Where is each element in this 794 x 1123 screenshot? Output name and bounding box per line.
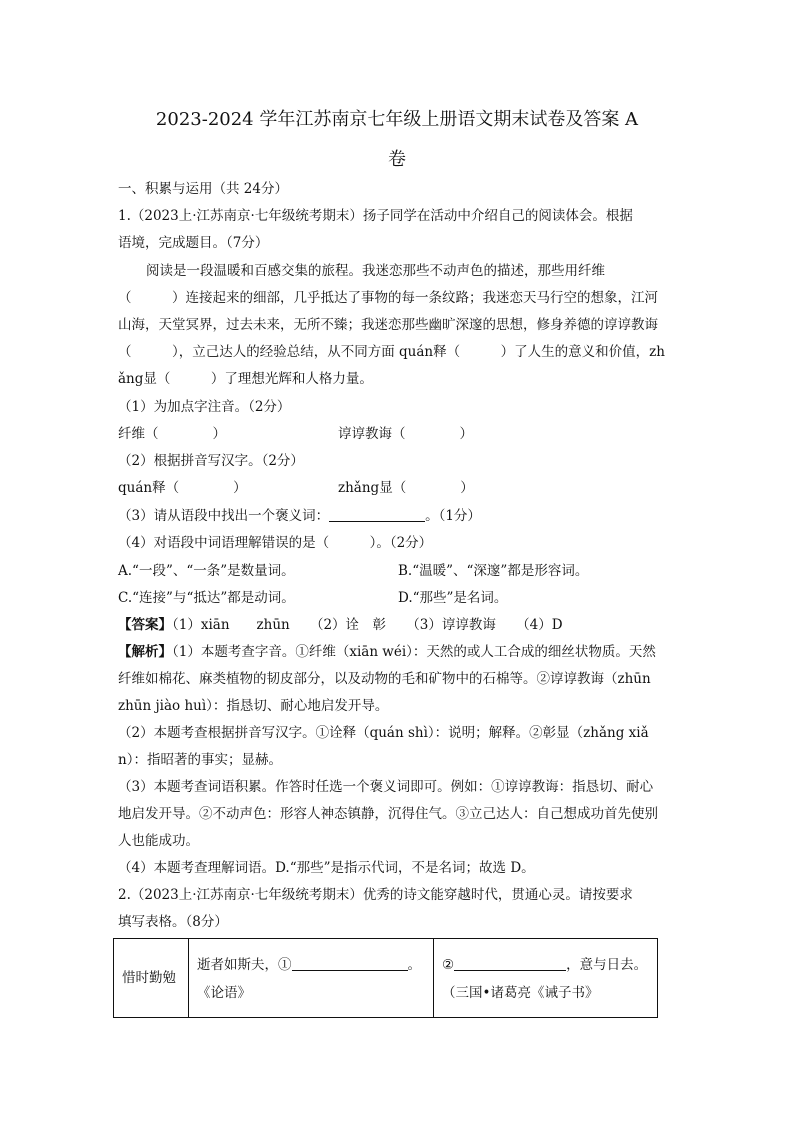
section-heading: 一、积累与运用（共 24分） [118,181,288,197]
title-line-1: 2023-2024 学年江苏南京七年级上册语文期末试卷及答案 A [155,109,639,130]
document-title [100,100,694,180]
sub1-item-b: 谆谆教诲（ ） [338,426,473,442]
analysis-line-9: （4）本题考查理解词语。D.“那些”是指示代词，不是名词；故选 D。 [118,860,535,876]
analysis-line-2: 纤维如棉花、麻类植物的韧皮部分，以及动物的毛和矿物中的石棉等。②谆谆教诲（zhūn [118,671,651,687]
sub-question-3: （3）请从语段中找出一个褒义词： 。（1分） [118,508,481,524]
table-row [114,939,658,1018]
analysis-label: 【解析】 [118,644,172,660]
answer-text: （1）xiān zhūn （2）诠 彰 （3）谆谆教诲 （4）D [172,617,563,633]
passage-line-3: 山海，天堂冥界，过去未来，无所不臻；我迷恋那些幽旷深邃的思想，修身养德的谆谆教诲 [118,317,658,333]
answer-label: 【答案】 [118,617,172,633]
sub1-item-a: 纤维（ ） [118,426,226,442]
analysis-line-3: zhūn jiào huì）：指恳切、耐心地启发开导。 [118,698,389,714]
poem-blank-2 [454,956,566,971]
option-d: D.“那些”是名词。 [398,590,508,606]
poem-blank-1 [292,956,408,971]
passage-line-2: （ ）连接起来的细部，几乎抵达了事物的每一条纹路；我迷恋天马行空的想象，江河 [118,290,658,306]
analysis-line-5: n）：指昭著的事实；显赫。 [118,752,282,768]
sub2-item-a: quán释（ ） [118,480,247,496]
sub-question-2: （2）根据拼音写汉字。（2分） [118,453,304,469]
title-line-2: 卷 [388,149,406,170]
option-c: C.“连接”与“抵达”都是动词。 [118,590,295,606]
passage-line-4: （ ），立己达人的经验总结，从不同方面 quán释（ ）了人生的意义和价值，zh [118,344,665,360]
option-b: B.“温暖”、“深邃”都是形容词。 [398,563,589,579]
poem-cell-2: ② ，意与日去。 （三国•诸葛亮《诫子书》 [434,939,658,1018]
analysis-line-8: 人也能成功。 [118,833,199,849]
answer-line [118,612,688,639]
sub-question-1-items [118,421,688,448]
options-row-1 [118,558,688,585]
sub2-item-b: zhǎng显（ ） [338,480,474,496]
poem-source-1: 《论语》 [197,985,251,1001]
q1-stem-line-1: 1.（2023上·江苏南京·七年级统考期末）扬子同学在活动中介绍自己的阅读体会。根据 [118,208,633,224]
q1-stem-line-2: 语境，完成题目。（7分） [118,235,269,251]
option-a: A.“一段”、“一条”是数量词。 [118,563,295,579]
q2-stem-line-2: 填写表格。（8分） [118,914,228,930]
theme-cell: 惜时勤勉 [114,939,189,1018]
analysis-line-4: （2）本题考查根据拼音写汉字。①诠释（quán shì）：说明；解释。②彰显（zhǎng xiǎ [118,725,649,741]
options-row-2 [118,585,688,612]
poem-table [113,938,658,1018]
answer-blank [329,507,425,522]
analysis-line-1: 【解析】（1）本题考查字音。①纤维（xiān wéi）：天然的或人工合成的细丝状物质。天然 [118,644,656,660]
sub-question-4: （4）对语段中词语理解错误的是（ ）。（2分） [118,535,433,551]
analysis-line-7: 地启发开导。②不动声色：形容人神态镇静，沉得住气。③立己达人：自己想成功首先使别 [118,806,658,822]
q2-stem-line-1: 2.（2023上·江苏南京·七年级统考期末）优秀的诗文能穿越时代，贯通心灵。请按要求 [118,887,633,903]
poem-source-2: （三国•诸葛亮《诫子书》 [442,985,599,1001]
poem-cell-1: 逝者如斯夫，① 。 《论语》 [189,939,434,1018]
analysis-line-6: （3）本题考查词语积累。作答时任选一个褒义词即可。例如：①谆谆教诲：指恳切、耐心 [118,779,654,795]
passage-line-5: ǎng显（ ）了理想光辉和人格力量。 [118,371,373,387]
sub-question-2-items [118,475,688,502]
passage-line-1: 阅读是一段温暖和百感交集的旅程。我迷恋那些不动声色的描述，那些用纤维 [146,263,605,279]
sub-question-1: （1）为加点字注音。（2分） [118,399,291,415]
